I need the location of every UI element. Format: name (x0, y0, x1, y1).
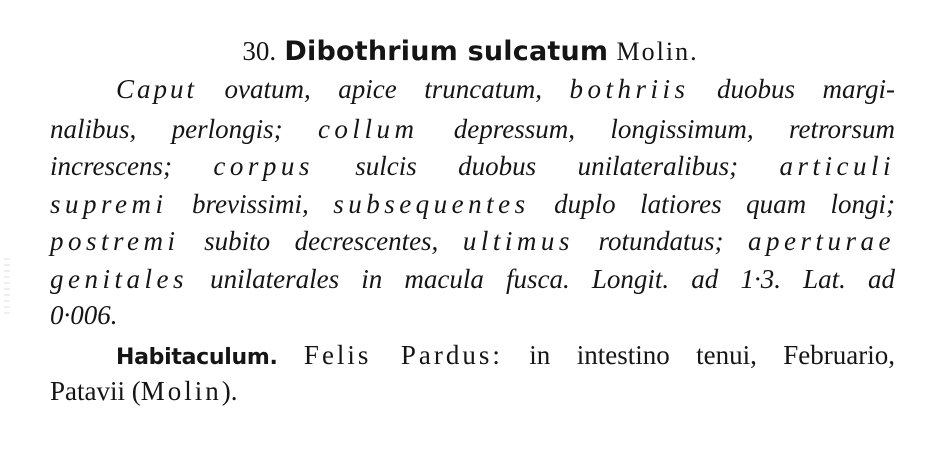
species-name: Dibothrium sulcatum (284, 36, 609, 67)
entry-number: 30. (242, 36, 277, 66)
habitat-line-2: Patavii (Molin). (50, 376, 238, 406)
description-line-2: nalibus, perlongis; collum depressum, longissimum, retrorsum (50, 114, 895, 144)
description-line-3: increscens; corpus sulcis duobus unilateralibus; articuli (50, 151, 895, 181)
margin-stamp (4, 258, 10, 318)
description-line-6: genitales unilaterales in macula fusca. Longit. ad 1·3. Lat. ad (50, 264, 895, 294)
author-name: Molin. (616, 37, 699, 66)
description-line-1: Caput ovatum, apice truncatum, bothriis duobus margi- (116, 74, 896, 104)
description-line-7: 0·006. (50, 300, 118, 330)
habitat-label: Habitaculum. (116, 345, 278, 370)
entry-heading (0, 34, 941, 69)
habitat-line-1: Habitaculum. Felis Pardus: in intestino tenui, Februario, (116, 340, 895, 370)
description-line-4: supremi brevissimi, subsequentes duplo latiores quam longi; (50, 189, 896, 219)
description-line-5: postremi subito decrescentes, ultimus rotundatus; aperturae (50, 226, 896, 256)
